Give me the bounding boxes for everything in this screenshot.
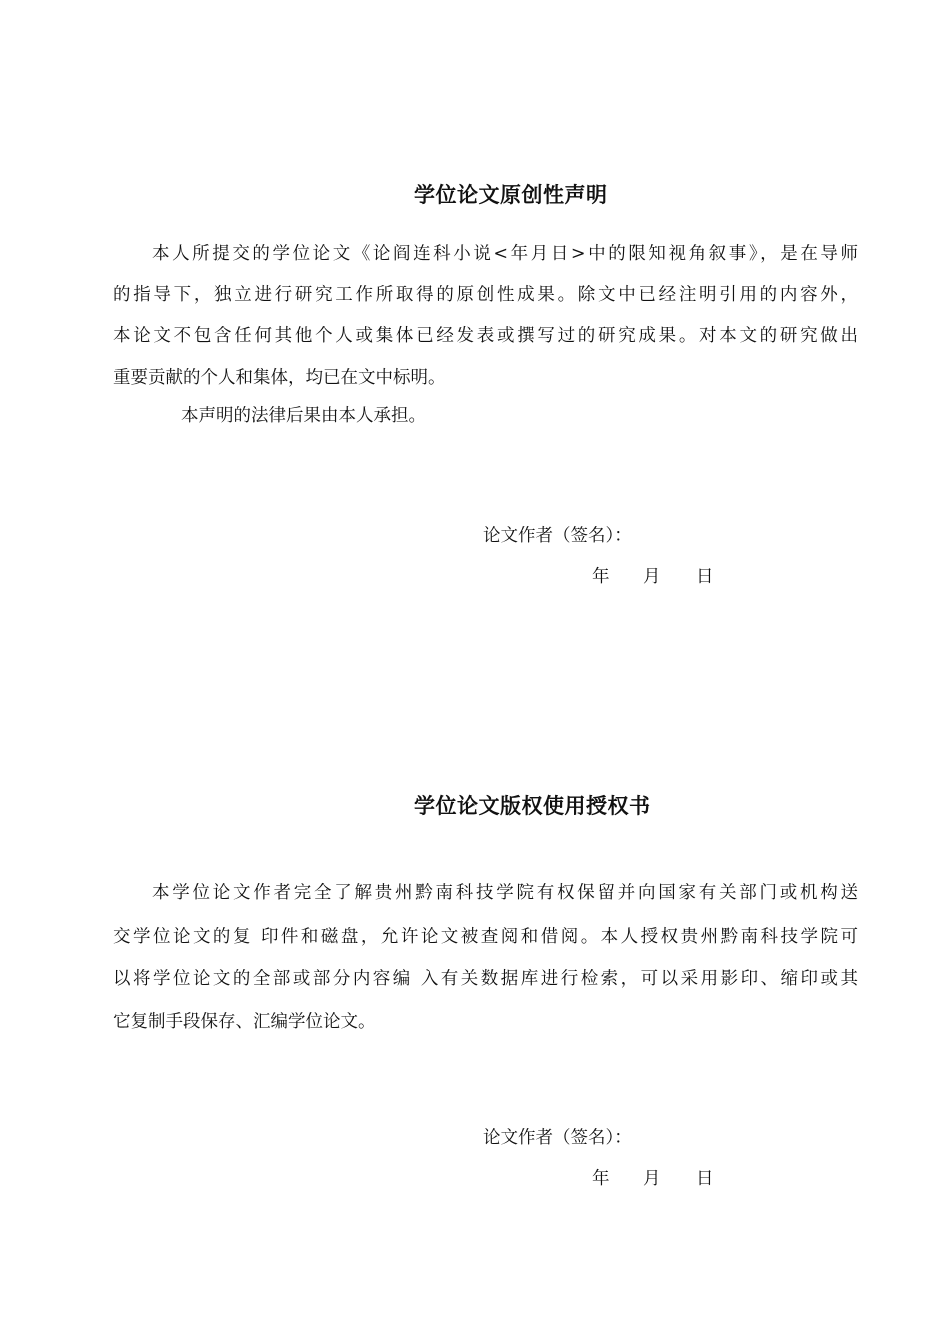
declaration-date-month: 月 (643, 567, 661, 587)
declaration-date (592, 565, 722, 589)
authorization-line-2: 交学位论文的复 印件和磁盘，允许论文被查阅和借阅。本人授权贵州黔南科技学院可 (113, 927, 858, 947)
authorization-signature-label: 论文作者（签名）： (483, 1128, 632, 1148)
declaration-line-2: 的指导下，独立进行研究工作所取得的原创性成果。除文中已经注明引用的内容外， (113, 285, 858, 305)
declaration-line-1: 本人所提交的学位论文《论阎连科小说<年月日>中的限知视角叙事》，是在导师 (152, 244, 858, 264)
declaration-line-3: 本论文不包含任何其他个人或集体已经发表或撰写过的研究成果。对本文的研究做出 (113, 326, 858, 346)
declaration-line-4: 重要贡献的个人和集体，均已在文中标明。 (113, 368, 446, 388)
declaration-line-5: 本声明的法律后果由本人承担。 (181, 406, 426, 426)
authorization-line-1: 本学位论文作者完全了解贵州黔南科技学院有权保留并向国家有关部门或机构送 (152, 883, 858, 903)
declaration-signature-label: 论文作者（签名）： (483, 526, 632, 546)
authorization-date (592, 1167, 722, 1191)
authorization-date-day: 日 (696, 1169, 714, 1189)
declaration-date-year: 年 (592, 567, 610, 587)
authorization-title: 学位论文版权使用授权书 (414, 794, 651, 818)
authorization-date-year: 年 (592, 1169, 610, 1189)
authorization-date-month: 月 (643, 1169, 661, 1189)
declaration-date-day: 日 (696, 567, 714, 587)
declaration-title: 学位论文原创性声明 (414, 183, 608, 207)
authorization-line-3: 以将学位论文的全部或部分内容编 入有关数据库进行检索，可以采用影印、缩印或其 (113, 969, 858, 989)
authorization-line-4: 它复制手段保存、汇编学位论文。 (113, 1012, 376, 1032)
